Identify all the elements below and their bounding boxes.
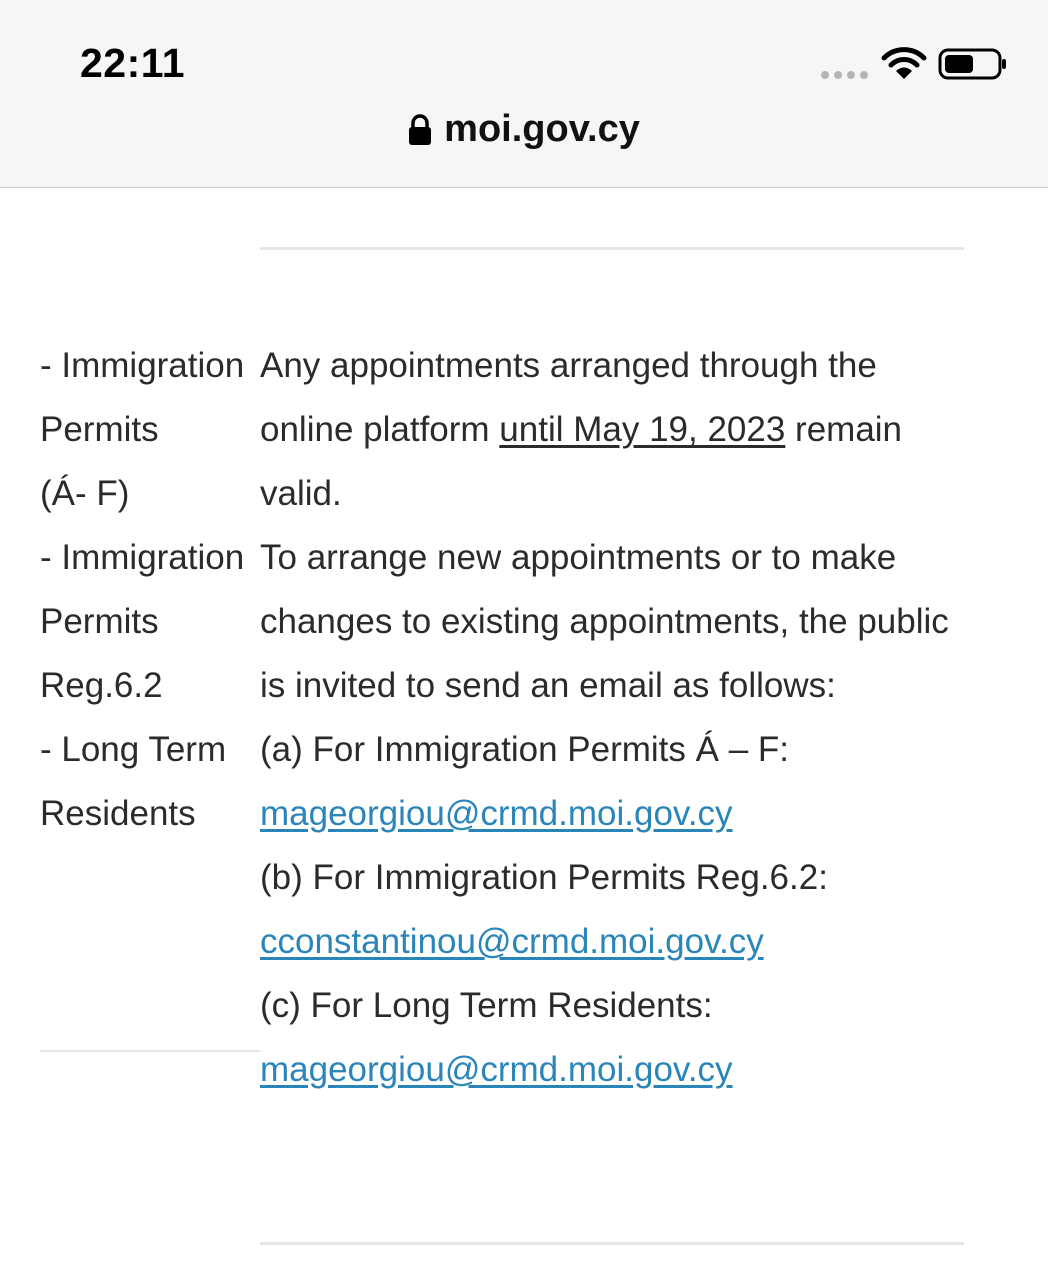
divider (260, 1242, 964, 1245)
contact-b (260, 846, 970, 974)
address-bar[interactable] (0, 108, 1048, 160)
email-link-immigration-reg62[interactable]: cconstantinou@crmd.moi.gov.cy (260, 922, 764, 961)
appointments-table-row (40, 334, 970, 1102)
contact-a (260, 718, 970, 846)
contact-a-label: (a) For Immigration Permits Á – F: (260, 730, 789, 769)
category-line: - Immigration (40, 346, 245, 385)
divider (260, 247, 964, 250)
category-line: Reg.6.2 (40, 666, 163, 705)
url-text: moi.gov.cy (444, 108, 640, 150)
validity-text-start: Any appointments arranged through the online platform (260, 346, 877, 449)
category-line: (Á- F) (40, 474, 130, 513)
validity-notice (260, 334, 970, 526)
category-line: Residents (40, 794, 196, 833)
battery-icon (938, 48, 1008, 80)
category-line: Permits (40, 602, 159, 641)
email-instructions: To arrange new appointments or to make changes to existing appointments, the public is invited to send an email as follows: (260, 538, 949, 705)
wifi-icon (881, 46, 927, 82)
contact-c-label: (c) For Long Term Residents: (260, 986, 713, 1025)
contact-b-label: (b) For Immigration Permits Reg.6.2: (260, 858, 828, 897)
service-categories (40, 334, 260, 1102)
category-line: - Immigration (40, 538, 245, 577)
validity-text-end: remain valid. (260, 410, 903, 513)
contact-c (260, 974, 970, 1102)
lock-icon (408, 114, 432, 146)
email-link-long-term-residents[interactable]: mageorgiou@crmd.moi.gov.cy (260, 1050, 733, 1089)
status-time: 22:11 (80, 40, 186, 86)
page-content (0, 188, 1048, 1280)
email-link-immigration-a-f[interactable]: mageorgiou@crmd.moi.gov.cy (260, 794, 733, 833)
category-line: Permits (40, 410, 159, 449)
appointment-info (260, 334, 970, 1102)
divider (40, 1050, 260, 1052)
validity-date: until May 19, 2023 (499, 410, 786, 449)
cellular-signal-icon (820, 70, 870, 80)
category-line: - Long Term (40, 730, 227, 769)
browser-top-bar (0, 0, 1048, 188)
